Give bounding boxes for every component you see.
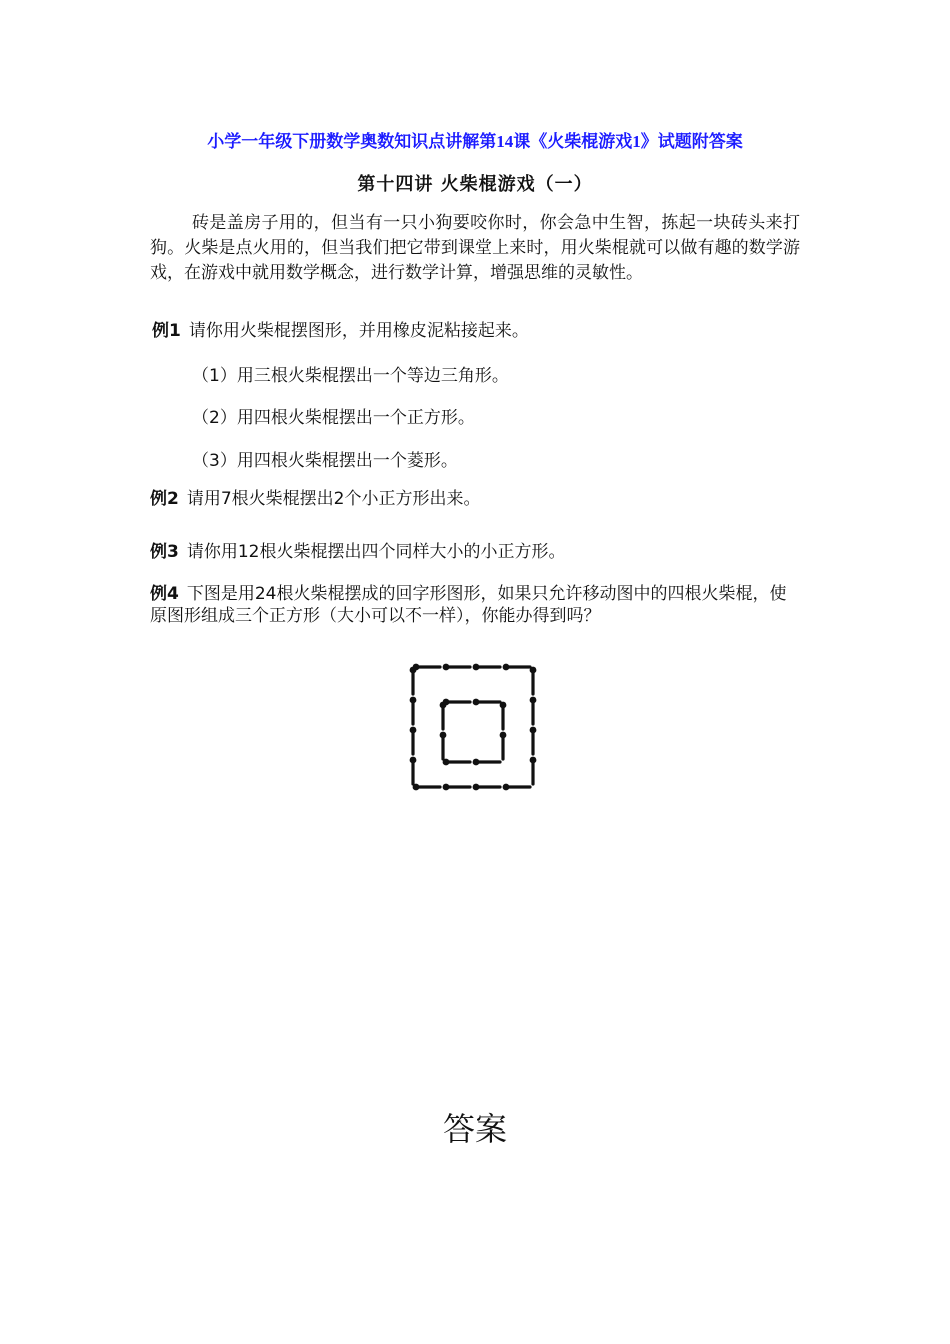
match-head (410, 667, 417, 674)
match-head (530, 697, 537, 704)
lesson-title: 第十四讲 火柴棍游戏（一） (357, 174, 593, 195)
answer-heading: 答案 (442, 1110, 507, 1148)
example-2-text: 请用7根火柴棍摆出2个小正方形出来。 (186, 489, 481, 509)
match-head (503, 664, 510, 671)
example-4 (150, 583, 790, 627)
document-title: 小学一年级下册数学奥数知识点讲解第14课《火柴棍游戏1》试题附答案 (207, 132, 743, 151)
match-head (443, 784, 450, 791)
example-1-item-3: （3）用四根火柴棍摆出一个菱形。 (192, 451, 458, 471)
match-head (473, 699, 480, 706)
match-head (410, 757, 417, 764)
example-1 (152, 319, 529, 343)
example-4-label: 例4 (150, 584, 179, 604)
example-3-text: 请你用12根火柴棍摆出四个同样大小的小正方形。 (186, 542, 566, 562)
match-head (473, 664, 480, 671)
example-1-label: 例1 (152, 321, 181, 341)
matchstick-group (410, 664, 537, 791)
match-head (410, 727, 417, 734)
example-1-text: 请你用火柴棍摆图形，并用橡皮泥粘接起来。 (188, 321, 529, 341)
matchstick-figure (400, 656, 545, 802)
match-head (473, 784, 480, 791)
example-3-label: 例3 (150, 542, 179, 562)
example-4-text: 下图是用24根火柴棍摆成的回字形图形，如果只允许移动图中的四根火柴棍，使原图形组成三个正方形（大小可以不一样），你能办得到吗？ (150, 584, 787, 626)
intro-paragraph: 砖是盖房子用的，但当有一只小狗要咬你时，你会急中生智，拣起一块砖头来打狗。火柴是点火用的，但当我们把它带到课堂上来时，用火柴棍就可以做有趣的数学游戏，在游戏中就用数学概念，进行数学计算，增强思维的灵敏性。 (150, 213, 800, 283)
match-head (440, 702, 447, 709)
match-head (473, 759, 480, 766)
match-head (440, 732, 447, 739)
match-head (443, 664, 450, 671)
example-1-item-1: （1）用三根火柴棍摆出一个等边三角形。 (192, 366, 509, 386)
match-head (530, 727, 537, 734)
match-head (500, 732, 507, 739)
match-head (530, 757, 537, 764)
example-2 (150, 487, 480, 511)
match-head (410, 697, 417, 704)
example-2-label: 例2 (150, 489, 179, 509)
example-1-item-2: （2）用四根火柴棍摆出一个正方形。 (192, 408, 475, 428)
match-head (503, 784, 510, 791)
example-3 (150, 540, 565, 564)
